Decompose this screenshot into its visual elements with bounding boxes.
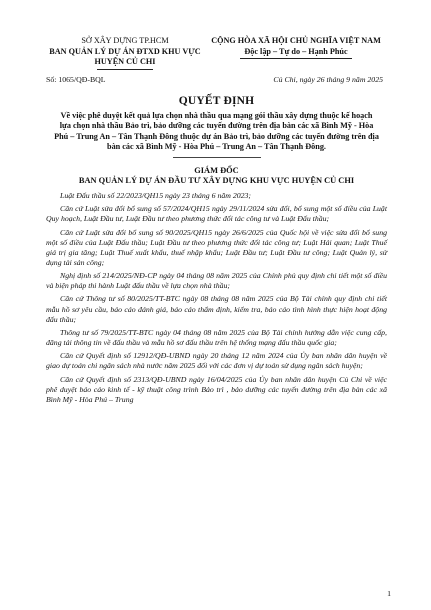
document-header [46,36,387,70]
page-number: 1 [387,589,391,598]
national-title: CỘNG HÒA XÃ HỘI CHỦ NGHĨA VIỆT NAM [211,36,381,45]
subject-divider [173,157,261,158]
signer-role: GIÁM ĐỐC [194,165,239,175]
legal-basis-paragraph: Luật Đấu thầu số 22/2023/QH15 ngày 23 tháng 6 năm 2023; [60,190,252,200]
legal-basis-paragraph: Căn cứ Thông tư số 80/2025/TT-BTC ngày 08 tháng 08 năm 2025 của Bộ Tài chính quy định chi tiết mẫu hồ sơ yêu cầu, báo cáo đánh giá, báo cáo thẩm định, kiểm tra, báo cáo tình hình thực hiện hoạt động đấu thầu; [46,294,387,324]
agency-underline [97,69,153,70]
issuing-agency-name: BAN QUẢN LÝ DỰ ÁN ĐTXD KHU VỰC [49,46,201,56]
document-title: QUYẾT ĐỊNH [178,94,255,107]
issuing-agency-block [46,36,204,70]
issuing-agency-district: HUYỆN CỦ CHI [94,57,156,66]
parent-agency: SỞ XÂY DỰNG TP.HCM [81,36,169,45]
legal-basis-paragraph: Căn cứ Luật sửa đổi bổ sung số 90/2025/QH15 ngày 26/6/2025 của Quốc hội về việc sửa đổi bổ sung một số điều của Luật Đấu thầu; Luật Đầu tư theo phương thức đối tác công tư; Luật Hải quan; Luật Thuế giá trị gia tăng; Luật Thuế xuất khẩu, thuế nhập khẩu; Luật Đầu tư; Luật Đầu tư công; Luật Quản lý, sử dụng tài sản công; [46,227,387,267]
document-subject: Về việc phê duyệt kết quả lựa chọn nhà thầu qua mạng gói thầu xây dựng thuộc kế hoạch lựa chọn nhà thầu Bảo trì, bảo dưỡng các tuyến đường trên địa bàn các xã Bình Mỹ - Hòa Phú – Trung An – Tân Thạnh Đông thuộc dự án Bảo trì, bảo dưỡng các tuyến đường trên địa bàn các xã Bình Mỹ - Hòa Phú – Trung An – Tân Thạnh Đông. [54,110,379,152]
national-motto-block [205,36,387,70]
legal-basis-paragraph: Căn cứ Quyết định số 12912/QĐ-UBND ngày 20 tháng 12 năm 2024 của Ủy ban nhân dân huyện về giao dự toán chi ngân sách nhà nước năm 2025 đối với các đơn vị dự toán sử dụng ngân sách huyện; [46,351,387,371]
legal-basis-paragraph: Nghị định số 214/2025/NĐ-CP ngày 04 tháng 08 năm 2025 của Chính phủ quy định chi tiết một số điều và biện pháp thi hành Luật đấu thầu về lựa chọn nhà thầu; [46,271,387,291]
document-body [46,191,387,405]
agency-heading: BAN QUẢN LÝ DỰ ÁN ĐẦU TƯ XÂY DỰNG KHU VỰC HUYỆN CỦ CHI [78,175,355,185]
national-motto: Độc lập – Tự do – Hạnh Phúc [244,46,348,56]
legal-basis-paragraph: Thông tư số 79/2025/TT-BTC ngày 04 tháng 08 năm 2025 của Bộ Tài chính hướng dẫn việc cung cấp, đăng tải thông tin về đấu thầu và mẫu hồ sơ đấu thầu trên hệ thống mạng đấu thầu quốc gia; [46,327,387,348]
document-date: Củ Chi, ngày 26 tháng 9 năm 2025 [273,74,383,84]
motto-underline [240,58,352,59]
document-meta [46,75,387,84]
legal-basis-paragraph: Căn cứ Luật sửa đổi bổ sung số 57/2024/QH15 ngày 29/11/2024 sửa đổi, bổ sung một số điều của Luật Quy hoạch, Luật Đầu tư, Luật Đầu tư theo phương thức đối tác công tư và Luật Đấu thầu; [46,204,387,224]
legal-basis-paragraph: Căn cứ Quyết định số 2313/QĐ-UBND ngày 16/04/2025 của Ủy ban nhân dân huyện Củ Chi về việc phê duyệt báo cáo kinh tế - kỹ thuật công trình Bảo trì , bảo dưỡng các tuyến đường trên địa bàn các xã Bình Mỹ - Hòa Phú – Trung [46,374,387,404]
document-number: Số: 1065/QĐ-BQL [46,74,106,84]
